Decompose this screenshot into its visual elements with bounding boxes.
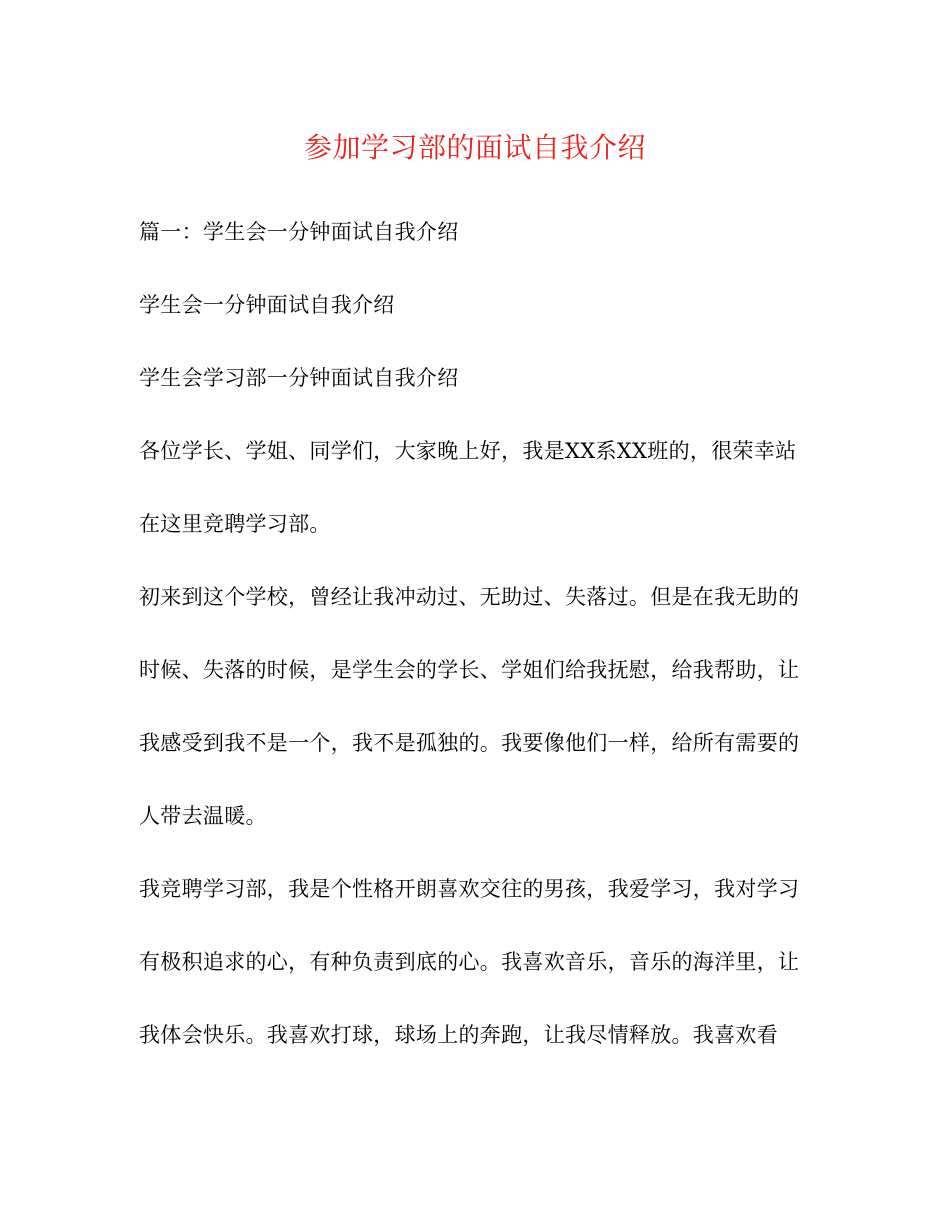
section-heading: 篇一：学生会一分钟面试自我介绍 xyxy=(139,220,459,244)
paragraph-line: 我感受到我不是一个，我不是孤独的。我要像他们一样，给所有需要的 xyxy=(139,731,800,755)
subheading: 学生会一分钟面试自我介绍 xyxy=(139,293,395,317)
paragraph-line: 时候、失落的时候，是学生会的学长、学姐们给我抚慰，给我帮助，让 xyxy=(139,658,800,682)
paragraph-line: 我体会快乐。我喜欢打球，球场上的奔跑，让我尽情释放。我喜欢看 xyxy=(139,1023,778,1047)
subheading: 学生会学习部一分钟面试自我介绍 xyxy=(139,366,459,390)
paragraph-line: 人带去温暖。 xyxy=(139,804,267,828)
document-title: 参加学习部的面试自我介绍 xyxy=(303,131,646,164)
paragraph-line: 在这里竞聘学习部。 xyxy=(139,512,331,536)
paragraph-line: 各位学长、学姐、同学们，大家晚上好，我是XX系XX班的，很荣幸站 xyxy=(139,439,797,463)
paragraph-line: 有极积追求的心，有种负责到底的心。我喜欢音乐，音乐的海洋里，让 xyxy=(139,950,800,974)
paragraph-line: 初来到这个学校，曾经让我冲动过、无助过、失落过。但是在我无助的 xyxy=(139,585,800,609)
paragraph-line: 我竞聘学习部，我是个性格开朗喜欢交往的男孩，我爱学习，我对学习 xyxy=(139,877,800,901)
